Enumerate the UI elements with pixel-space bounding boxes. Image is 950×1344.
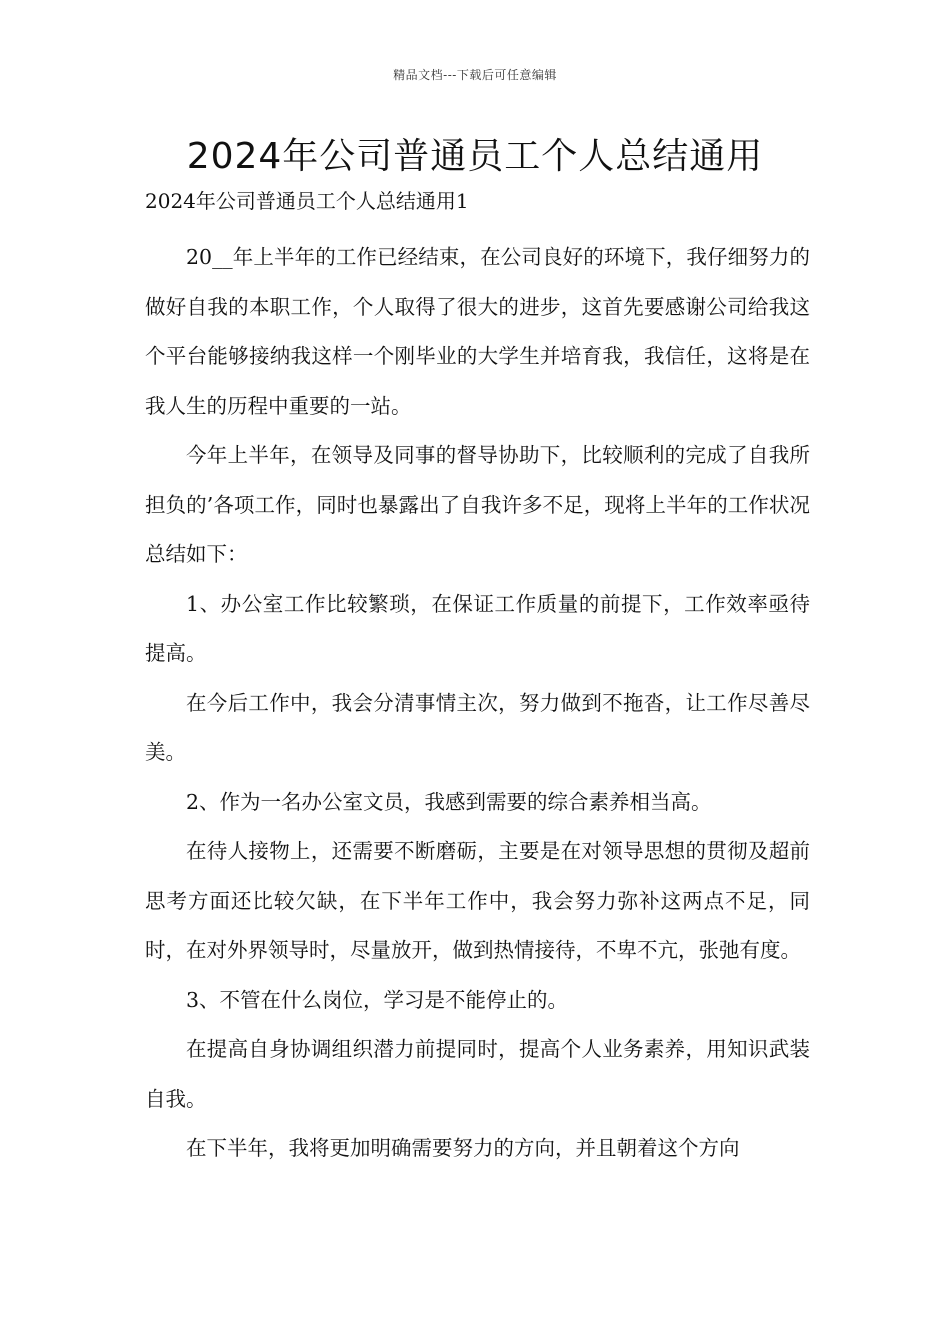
paragraph: 在待人接物上，还需要不断磨砺，主要是在对领导思想的贯彻及超前思考方面还比较欠缺，在下半年工作中，我会努力弥补这两点不足，同时，在对外界领导时，尽量放开，做到热情接待，不卑不亢，张弛有度。 <box>145 839 810 962</box>
paragraph: 在提高自身协调组织潜力前提同时，提高个人业务素养，用知识武装自我。 <box>145 1037 810 1111</box>
paragraph: 1、办公室工作比较繁琐，在保证工作质量的前提下，工作效率亟待提高。 <box>145 591 810 665</box>
paragraph: 3、不管在什么岗位，学习是不能停止的。 <box>186 987 569 1012</box>
paragraph: 今年上半年，在领导及同事的督导协助下，比较顺利的完成了自我所担负的’各项工作，同时也暴露出了自我许多不足，现将上半年的工作状况总结如下： <box>145 443 810 566</box>
paragraph: 20__年上半年的工作已经结束，在公司良好的环境下，我仔细努力的做好自我的本职工作，个人取得了很大的进步，这首先要感谢公司给我这个平台能够接纳我这样一个刚毕业的大学生并培育我，我信任，这将是在我人生的历程中重要的一站。 <box>145 245 810 418</box>
header-note: 精品文档---下载后可任意编辑 <box>393 68 557 82</box>
document-title: 2024年公司普通员工个人总结通用 <box>186 136 764 177</box>
document-body <box>145 233 810 1174</box>
paragraph: 在今后工作中，我会分清事情主次，努力做到不拖沓，让工作尽善尽美。 <box>145 690 810 764</box>
section-subtitle: 2024年公司普通员工个人总结通用1 <box>145 189 469 213</box>
paragraph: 2、作为一名办公室文员，我感到需要的综合素养相当高。 <box>186 789 712 814</box>
paragraph: 在下半年，我将更加明确需要努力的方向，并且朝着这个方向 <box>186 1136 740 1160</box>
